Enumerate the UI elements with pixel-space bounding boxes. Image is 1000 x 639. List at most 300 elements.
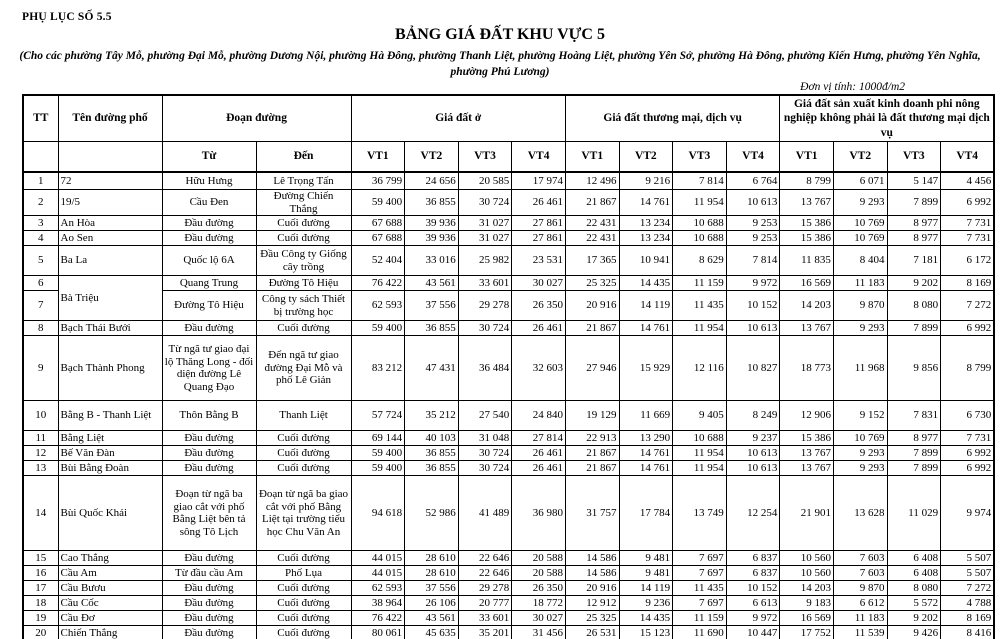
street-name-cell: 72 [58, 172, 162, 190]
price-cell: 10 688 [673, 216, 727, 231]
price-cell: 18 773 [780, 336, 834, 401]
price-cell: 83 212 [351, 336, 405, 401]
price-cell: 45 635 [405, 626, 459, 639]
col-header-group-residential: Giá đất ở [351, 95, 565, 142]
price-cell: 9 202 [887, 276, 941, 291]
price-cell: 10 769 [833, 231, 887, 246]
col-header-street: Tên đường phố [58, 95, 162, 142]
segment-to-cell: Cuối đường [256, 596, 351, 611]
price-cell: 11 539 [833, 626, 887, 639]
price-cell: 8 249 [726, 401, 780, 431]
price-cell: 5 507 [941, 566, 995, 581]
price-cell: 5 147 [887, 172, 941, 190]
price-cell: 11 159 [673, 611, 727, 626]
price-cell: 12 912 [565, 596, 619, 611]
price-cell: 20 588 [512, 551, 566, 566]
price-cell: 8 080 [887, 581, 941, 596]
price-cell: 21 901 [780, 476, 834, 551]
price-cell: 7 272 [941, 581, 995, 596]
price-cell: 26 350 [512, 581, 566, 596]
row-number-cell: 2 [23, 190, 58, 216]
price-cell: 12 906 [780, 401, 834, 431]
price-cell: 11 159 [673, 276, 727, 291]
price-cell: 26 461 [512, 446, 566, 461]
row-number-cell: 17 [23, 581, 58, 596]
segment-to-cell: Đoạn từ ngã ba giao cắt với phố Bằng Liệt tại trường tiểu học Chu Văn An [256, 476, 351, 551]
price-cell: 20 585 [458, 172, 512, 190]
segment-from-cell: Đầu đường [162, 461, 256, 476]
price-cell: 6 071 [833, 172, 887, 190]
price-cell: 8 416 [941, 626, 995, 639]
col-subheader-vt3: VT3 [887, 142, 941, 172]
price-cell: 13 749 [673, 476, 727, 551]
price-cell: 7 697 [673, 596, 727, 611]
table-row [23, 401, 994, 431]
price-cell: 62 593 [351, 581, 405, 596]
row-number-cell: 10 [23, 401, 58, 431]
page-title: BẢNG GIÁ ĐẤT KHU VỰC 5 [395, 26, 605, 43]
price-cell: 24 656 [405, 172, 459, 190]
price-cell: 15 929 [619, 336, 673, 401]
price-cell: 11 835 [780, 246, 834, 276]
price-cell: 14 761 [619, 446, 673, 461]
table-row [23, 172, 994, 190]
segment-to-cell: Cuối đường [256, 626, 351, 639]
price-cell: 25 325 [565, 276, 619, 291]
price-cell: 7 697 [673, 566, 727, 581]
price-cell: 8 404 [833, 246, 887, 276]
street-name-cell: Cầu Cốc [58, 596, 162, 611]
segment-from-cell: Đầu đường [162, 216, 256, 231]
price-cell: 21 867 [565, 321, 619, 336]
price-cell: 26 461 [512, 321, 566, 336]
price-cell: 9 870 [833, 291, 887, 321]
price-cell: 67 688 [351, 216, 405, 231]
price-cell: 20 916 [565, 581, 619, 596]
price-cell: 11 954 [673, 461, 727, 476]
price-cell: 11 954 [673, 190, 727, 216]
price-cell: 57 724 [351, 401, 405, 431]
price-cell: 23 531 [512, 246, 566, 276]
price-cell: 7 603 [833, 551, 887, 566]
price-cell: 52 404 [351, 246, 405, 276]
price-cell: 6 992 [941, 461, 995, 476]
col-subheader-from: Từ [162, 142, 256, 172]
segment-from-cell: Đầu đường [162, 231, 256, 246]
price-cell: 6 172 [941, 246, 995, 276]
table-subheader-row [23, 142, 994, 172]
table-row [23, 446, 994, 461]
row-number-cell: 4 [23, 231, 58, 246]
segment-to-cell: Cuối đường [256, 231, 351, 246]
price-cell: 5 572 [887, 596, 941, 611]
price-cell: 25 325 [565, 611, 619, 626]
price-cell: 29 278 [458, 581, 512, 596]
price-cell: 13 767 [780, 446, 834, 461]
price-cell: 10 769 [833, 216, 887, 231]
table-row [23, 321, 994, 336]
price-cell: 32 603 [512, 336, 566, 401]
price-cell: 8 977 [887, 431, 941, 446]
price-cell: 37 556 [405, 581, 459, 596]
price-cell: 36 980 [512, 476, 566, 551]
price-cell: 13 767 [780, 190, 834, 216]
price-cell: 14 119 [619, 291, 673, 321]
price-cell: 14 586 [565, 566, 619, 581]
price-cell: 15 386 [780, 431, 834, 446]
price-cell: 20 588 [512, 566, 566, 581]
price-cell: 36 855 [405, 461, 459, 476]
price-cell: 20 777 [458, 596, 512, 611]
price-cell: 9 293 [833, 461, 887, 476]
price-cell: 11 029 [887, 476, 941, 551]
price-cell: 4 788 [941, 596, 995, 611]
price-cell: 36 855 [405, 321, 459, 336]
price-cell: 30 724 [458, 321, 512, 336]
price-cell: 22 646 [458, 551, 512, 566]
price-cell: 10 152 [726, 581, 780, 596]
segment-from-cell: Đầu đường [162, 611, 256, 626]
price-cell: 9 972 [726, 276, 780, 291]
price-cell: 33 016 [405, 246, 459, 276]
row-number-cell: 5 [23, 246, 58, 276]
price-cell: 59 400 [351, 446, 405, 461]
price-cell: 59 400 [351, 321, 405, 336]
price-cell: 39 936 [405, 231, 459, 246]
price-cell: 47 431 [405, 336, 459, 401]
price-cell: 31 027 [458, 216, 512, 231]
price-cell: 38 964 [351, 596, 405, 611]
price-cell: 9 974 [941, 476, 995, 551]
price-cell: 31 456 [512, 626, 566, 639]
street-name-cell: Chiến Thắng [58, 626, 162, 639]
price-cell: 15 386 [780, 231, 834, 246]
col-subheader-vt2: VT2 [619, 142, 673, 172]
price-cell: 9 253 [726, 216, 780, 231]
segment-from-cell: Đoạn từ ngã ba giao cắt với phố Bằng Liệt bên tả sông Tô Lịch [162, 476, 256, 551]
table-header-row-groups [23, 95, 994, 142]
segment-from-cell: Đầu đường [162, 596, 256, 611]
price-cell: 7 272 [941, 291, 995, 321]
price-cell: 36 855 [405, 190, 459, 216]
segment-to-cell: Phố Lụa [256, 566, 351, 581]
price-cell: 9 405 [673, 401, 727, 431]
segment-from-cell: Đầu đường [162, 431, 256, 446]
price-cell: 9 972 [726, 611, 780, 626]
price-cell: 7 181 [887, 246, 941, 276]
price-cell: 5 507 [941, 551, 995, 566]
table-row [23, 476, 994, 551]
price-cell: 12 496 [565, 172, 619, 190]
segment-to-cell: Thanh Liệt [256, 401, 351, 431]
price-cell: 44 015 [351, 566, 405, 581]
price-cell: 27 814 [512, 431, 566, 446]
price-cell: 9 293 [833, 190, 887, 216]
segment-from-cell: Đầu đường [162, 626, 256, 639]
price-cell: 7 899 [887, 321, 941, 336]
table-row [23, 431, 994, 446]
segment-to-cell: Cuối đường [256, 551, 351, 566]
street-name-cell: Bạch Thành Phong [58, 336, 162, 401]
segment-from-cell: Đầu đường [162, 551, 256, 566]
price-cell: 8 169 [941, 611, 995, 626]
price-cell: 9 183 [780, 596, 834, 611]
price-cell: 13 767 [780, 321, 834, 336]
price-cell: 6 992 [941, 190, 995, 216]
price-cell: 6 612 [833, 596, 887, 611]
price-cell: 26 461 [512, 461, 566, 476]
price-cell: 18 772 [512, 596, 566, 611]
segment-from-cell: Từ ngã tư giao đại lộ Thăng Long - đối diện đường Lê Quang Đạo [162, 336, 256, 401]
table-body [23, 172, 994, 639]
appendix-label: PHỤ LỤC SỐ 5.5 [22, 11, 112, 23]
street-name-cell: Cầu Bươu [58, 581, 162, 596]
row-number-cell: 19 [23, 611, 58, 626]
segment-to-cell: Cuối đường [256, 321, 351, 336]
col-subheader-vt1: VT1 [780, 142, 834, 172]
price-cell: 31 048 [458, 431, 512, 446]
price-cell: 11 183 [833, 611, 887, 626]
street-name-cell: Bùi Bằng Đoàn [58, 461, 162, 476]
price-cell: 13 234 [619, 216, 673, 231]
price-cell: 9 856 [887, 336, 941, 401]
segment-from-cell: Hữu Hưng [162, 172, 256, 190]
segment-from-cell: Thôn Bằng B [162, 401, 256, 431]
segment-to-cell: Đến ngã tư giao đường Đại Mỗ và phố Lê Giản [256, 336, 351, 401]
street-name-cell: Bùi Quốc Khái [58, 476, 162, 551]
segment-to-cell: Cuối đường [256, 431, 351, 446]
price-cell: 7 899 [887, 461, 941, 476]
price-cell: 9 481 [619, 551, 673, 566]
price-cell: 9 293 [833, 321, 887, 336]
col-subheader-vt4: VT4 [941, 142, 995, 172]
price-cell: 7 731 [941, 231, 995, 246]
segment-to-cell: Đường Chiến Thắng [256, 190, 351, 216]
price-cell: 43 561 [405, 276, 459, 291]
price-cell: 6 613 [726, 596, 780, 611]
table-row [23, 566, 994, 581]
price-cell: 59 400 [351, 461, 405, 476]
street-name-cell: Ba La [58, 246, 162, 276]
price-cell: 31 757 [565, 476, 619, 551]
price-cell: 17 752 [780, 626, 834, 639]
price-cell: 11 968 [833, 336, 887, 401]
price-cell: 16 569 [780, 276, 834, 291]
price-cell: 17 365 [565, 246, 619, 276]
price-cell: 9 202 [887, 611, 941, 626]
price-cell: 11 954 [673, 446, 727, 461]
table-row [23, 461, 994, 476]
price-cell: 22 913 [565, 431, 619, 446]
price-cell: 22 431 [565, 216, 619, 231]
price-cell: 9 237 [726, 431, 780, 446]
price-cell: 10 613 [726, 461, 780, 476]
price-cell: 39 936 [405, 216, 459, 231]
price-cell: 69 144 [351, 431, 405, 446]
price-cell: 13 767 [780, 461, 834, 476]
price-cell: 30 724 [458, 446, 512, 461]
street-name-cell: Cầu Am [58, 566, 162, 581]
price-cell: 6 730 [941, 401, 995, 431]
row-number-cell: 13 [23, 461, 58, 476]
price-cell: 13 628 [833, 476, 887, 551]
land-price-table [22, 94, 995, 639]
segment-to-cell: Đầu Công ty Giống cây trồng [256, 246, 351, 276]
price-cell: 36 484 [458, 336, 512, 401]
street-name-cell: Bằng B - Thanh Liệt [58, 401, 162, 431]
price-cell: 8 799 [780, 172, 834, 190]
price-cell: 21 867 [565, 461, 619, 476]
col-subheader-vt1: VT1 [351, 142, 405, 172]
col-subheader-vt2: VT2 [405, 142, 459, 172]
price-cell: 21 867 [565, 446, 619, 461]
row-number-cell: 3 [23, 216, 58, 231]
price-cell: 17 784 [619, 476, 673, 551]
price-cell: 14 119 [619, 581, 673, 596]
price-cell: 25 982 [458, 246, 512, 276]
col-subheader-vt4: VT4 [512, 142, 566, 172]
col-header-segment: Đoạn đường [162, 95, 351, 142]
price-cell: 94 618 [351, 476, 405, 551]
price-cell: 15 386 [780, 216, 834, 231]
row-number-cell: 12 [23, 446, 58, 461]
segment-from-cell: Đầu đường [162, 581, 256, 596]
segment-from-cell: Đường Tô Hiệu [162, 291, 256, 321]
price-cell: 6 992 [941, 446, 995, 461]
price-cell: 30 724 [458, 461, 512, 476]
price-cell: 36 799 [351, 172, 405, 190]
table-row [23, 190, 994, 216]
segment-to-cell: Cuối đường [256, 611, 351, 626]
price-cell: 11 954 [673, 321, 727, 336]
table-row [23, 626, 994, 639]
row-number-cell: 8 [23, 321, 58, 336]
price-cell: 6 837 [726, 566, 780, 581]
price-cell: 20 916 [565, 291, 619, 321]
price-cell: 80 061 [351, 626, 405, 639]
price-cell: 11 690 [673, 626, 727, 639]
price-cell: 14 761 [619, 190, 673, 216]
price-cell: 27 540 [458, 401, 512, 431]
price-cell: 33 601 [458, 276, 512, 291]
segment-from-cell: Đầu đường [162, 321, 256, 336]
row-number-cell: 11 [23, 431, 58, 446]
segment-from-cell: Quang Trung [162, 276, 256, 291]
price-cell: 11 183 [833, 276, 887, 291]
segment-to-cell: Cuối đường [256, 461, 351, 476]
price-cell: 6 837 [726, 551, 780, 566]
price-cell: 52 986 [405, 476, 459, 551]
segment-to-cell: Cuối đường [256, 216, 351, 231]
table-row [23, 246, 994, 276]
price-cell: 8 977 [887, 216, 941, 231]
price-cell: 7 814 [726, 246, 780, 276]
table-row [23, 551, 994, 566]
price-cell: 16 569 [780, 611, 834, 626]
price-cell: 8 169 [941, 276, 995, 291]
street-name-cell: Bà Triệu [58, 276, 162, 321]
col-subheader-empty-street [58, 142, 162, 172]
price-cell: 35 201 [458, 626, 512, 639]
segment-to-cell: Lê Trọng Tấn [256, 172, 351, 190]
col-header-group-production: Giá đất sản xuất kinh doanh phi nông nghiệp không phải là đất thương mại dịch vụ [780, 95, 994, 142]
price-cell: 28 610 [405, 566, 459, 581]
price-cell: 7 831 [887, 401, 941, 431]
page-subtitle: (Cho các phường Tây Mỗ, phường Đại Mỗ, phường Dương Nội, phường Hà Đông, phường Thanh Liệt, phường Hoàng Liệt, phường Yên Sở, phường Hà Đông, phường Kiến Hưng, phường Yên Nghĩa, phường Phú Lương) [19, 50, 981, 78]
col-header-group-commercial: Giá đất thương mại, dịch vụ [565, 95, 779, 142]
street-name-cell: Ao Sen [58, 231, 162, 246]
table-header [23, 95, 994, 172]
price-cell: 6 408 [887, 566, 941, 581]
price-cell: 14 586 [565, 551, 619, 566]
table-row [23, 276, 994, 291]
price-cell: 9 236 [619, 596, 673, 611]
price-cell: 9 426 [887, 626, 941, 639]
table-row [23, 216, 994, 231]
price-cell: 30 724 [458, 190, 512, 216]
row-number-cell: 15 [23, 551, 58, 566]
price-cell: 27 946 [565, 336, 619, 401]
price-cell: 40 103 [405, 431, 459, 446]
price-cell: 10 613 [726, 446, 780, 461]
price-cell: 10 688 [673, 431, 727, 446]
street-name-cell: Cao Thắng [58, 551, 162, 566]
row-number-cell: 9 [23, 336, 58, 401]
price-cell: 76 422 [351, 611, 405, 626]
price-cell: 9 152 [833, 401, 887, 431]
segment-to-cell: Cuối đường [256, 581, 351, 596]
price-cell: 8 080 [887, 291, 941, 321]
price-cell: 11 669 [619, 401, 673, 431]
row-number-cell: 6 [23, 276, 58, 291]
price-cell: 4 456 [941, 172, 995, 190]
price-cell: 14 203 [780, 581, 834, 596]
price-cell: 7 731 [941, 216, 995, 231]
price-cell: 27 861 [512, 231, 566, 246]
price-cell: 59 400 [351, 190, 405, 216]
price-cell: 10 941 [619, 246, 673, 276]
price-cell: 7 899 [887, 446, 941, 461]
price-cell: 22 646 [458, 566, 512, 581]
price-cell: 44 015 [351, 551, 405, 566]
price-cell: 10 560 [780, 566, 834, 581]
row-number-cell: 14 [23, 476, 58, 551]
price-cell: 67 688 [351, 231, 405, 246]
price-cell: 8 799 [941, 336, 995, 401]
price-cell: 7 603 [833, 566, 887, 581]
price-cell: 6 992 [941, 321, 995, 336]
row-number-cell: 7 [23, 291, 58, 321]
segment-from-cell: Quốc lộ 6A [162, 246, 256, 276]
price-cell: 37 556 [405, 291, 459, 321]
street-name-cell: 19/5 [58, 190, 162, 216]
price-cell: 36 855 [405, 446, 459, 461]
price-cell: 10 769 [833, 431, 887, 446]
street-name-cell: An Hòa [58, 216, 162, 231]
price-cell: 9 481 [619, 566, 673, 581]
price-cell: 19 129 [565, 401, 619, 431]
price-cell: 8 977 [887, 231, 941, 246]
price-cell: 26 350 [512, 291, 566, 321]
price-cell: 10 560 [780, 551, 834, 566]
col-subheader-vt4: VT4 [726, 142, 780, 172]
price-cell: 15 123 [619, 626, 673, 639]
row-number-cell: 1 [23, 172, 58, 190]
col-subheader-empty-tt [23, 142, 58, 172]
row-number-cell: 16 [23, 566, 58, 581]
street-name-cell: Bế Văn Đàn [58, 446, 162, 461]
price-cell: 10 613 [726, 321, 780, 336]
